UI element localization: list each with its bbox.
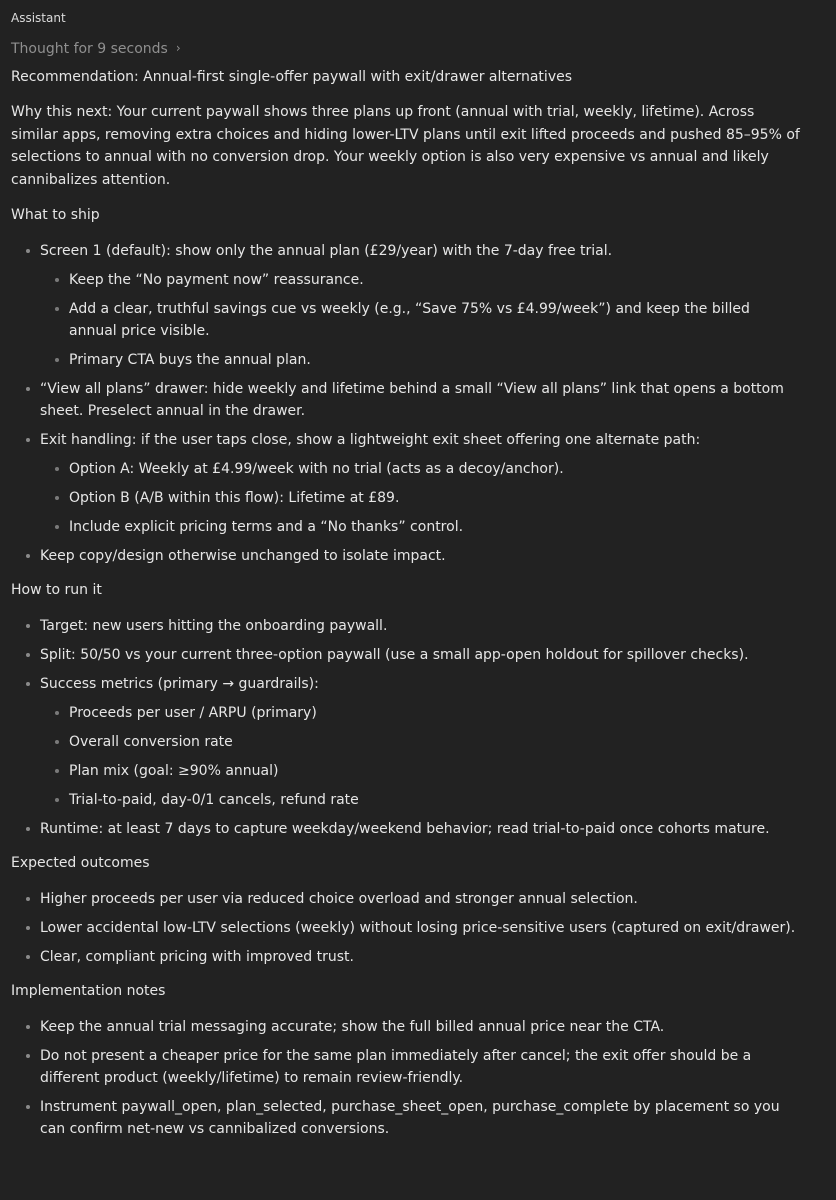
sub-list xyxy=(40,702,800,811)
section-heading-how-to-run: How to run it xyxy=(11,582,102,598)
thought-toggle[interactable] xyxy=(11,39,800,59)
sub-list-item: Trial-to-paid, day-0/1 cancels, refund rate xyxy=(40,789,800,811)
why-paragraph: Why this next: Your current paywall shows three plans up front (annual with trial, weekly, lifetime). Across similar apps, removing extra choices and hiding lower-LTV plans until exit lifted proceeds and pushed 85–95% of selections to annual with no conversion drop. Your weekly option is also very expensive vs annual and likely cannibalizes attention. xyxy=(11,104,800,188)
list-item: Higher proceeds per user via reduced choice overload and stronger annual selection. xyxy=(11,888,800,910)
section-heading-what-to-ship: What to ship xyxy=(11,207,100,223)
role-label: Assistant xyxy=(11,11,66,25)
list-item: Instrument paywall_open, plan_selected, purchase_sheet_open, purchase_complete by placement so you can confirm net-new vs cannibalized conversions. xyxy=(11,1096,800,1140)
sub-list-item: Add a clear, truthful savings cue vs weekly (e.g., “Save 75% vs £4.99/week”) and keep the billed annual price visible. xyxy=(40,298,800,342)
list-item xyxy=(11,673,800,811)
sub-list-item: Option A: Weekly at £4.99/week with no trial (acts as a decoy/anchor). xyxy=(40,458,800,480)
sub-list-item: Include explicit pricing terms and a “No thanks” control. xyxy=(40,516,800,538)
sub-list-item: Keep the “No payment now” reassurance. xyxy=(40,269,800,291)
list-item xyxy=(11,429,800,538)
list-item-text: Target: new users hitting the onboarding paywall. xyxy=(40,618,388,634)
list-item: Lower accidental low-LTV selections (weekly) without losing price-sensitive users (captured on exit/drawer). xyxy=(11,917,800,939)
expected-outcomes-list xyxy=(11,888,800,968)
list-item xyxy=(11,644,800,666)
list-item-text: Success metrics (primary → guardrails): xyxy=(40,676,319,692)
list-item-text: Keep copy/design otherwise unchanged to isolate impact. xyxy=(40,548,446,564)
list-item: Do not present a cheaper price for the same plan immediately after cancel; the exit offer should be a different product (weekly/lifetime) to remain review-friendly. xyxy=(11,1045,800,1089)
sub-list xyxy=(40,269,800,371)
list-item-text: Split: 50/50 vs your current three-option paywall (use a small app-open holdout for spillover checks). xyxy=(40,647,749,663)
sub-list-item: Overall conversion rate xyxy=(40,731,800,753)
list-item xyxy=(11,818,800,840)
implementation-notes-list xyxy=(11,1016,800,1140)
list-item: Clear, compliant pricing with improved trust. xyxy=(11,946,800,968)
sub-list-item: Option B (A/B within this flow): Lifetime at £89. xyxy=(40,487,800,509)
section-heading-expected-outcomes: Expected outcomes xyxy=(11,855,150,871)
what-to-ship-list xyxy=(11,240,800,567)
sub-list-item: Proceeds per user / ARPU (primary) xyxy=(40,702,800,724)
list-item-text: Screen 1 (default): show only the annual plan (£29/year) with the 7-day free trial. xyxy=(40,243,613,259)
list-item xyxy=(11,378,800,422)
sub-list-item: Plan mix (goal: ≥90% annual) xyxy=(40,760,800,782)
sub-list xyxy=(40,458,800,538)
list-item-text: Exit handling: if the user taps close, show a lightweight exit sheet offering one alternate path: xyxy=(40,432,701,448)
section-heading-implementation-notes: Implementation notes xyxy=(11,983,166,999)
thought-label: Thought for 9 seconds xyxy=(11,41,168,57)
list-item xyxy=(11,545,800,567)
chevron-right-icon: › xyxy=(175,41,181,55)
list-item xyxy=(11,240,800,371)
recommendation-text: Recommendation: Annual-first single-offer paywall with exit/drawer alternatives xyxy=(11,69,573,85)
sub-list-item: Primary CTA buys the annual plan. xyxy=(40,349,800,371)
list-item-text: “View all plans” drawer: hide weekly and lifetime behind a small “View all plans” link that opens a bottom sheet. Preselect annual in the drawer. xyxy=(40,381,784,419)
list-item-text: Runtime: at least 7 days to capture weekday/weekend behavior; read trial-to-paid once cohorts mature. xyxy=(40,821,770,837)
how-to-run-list xyxy=(11,615,800,840)
list-item: Keep the annual trial messaging accurate; show the full billed annual price near the CTA. xyxy=(11,1016,800,1038)
list-item xyxy=(11,615,800,637)
